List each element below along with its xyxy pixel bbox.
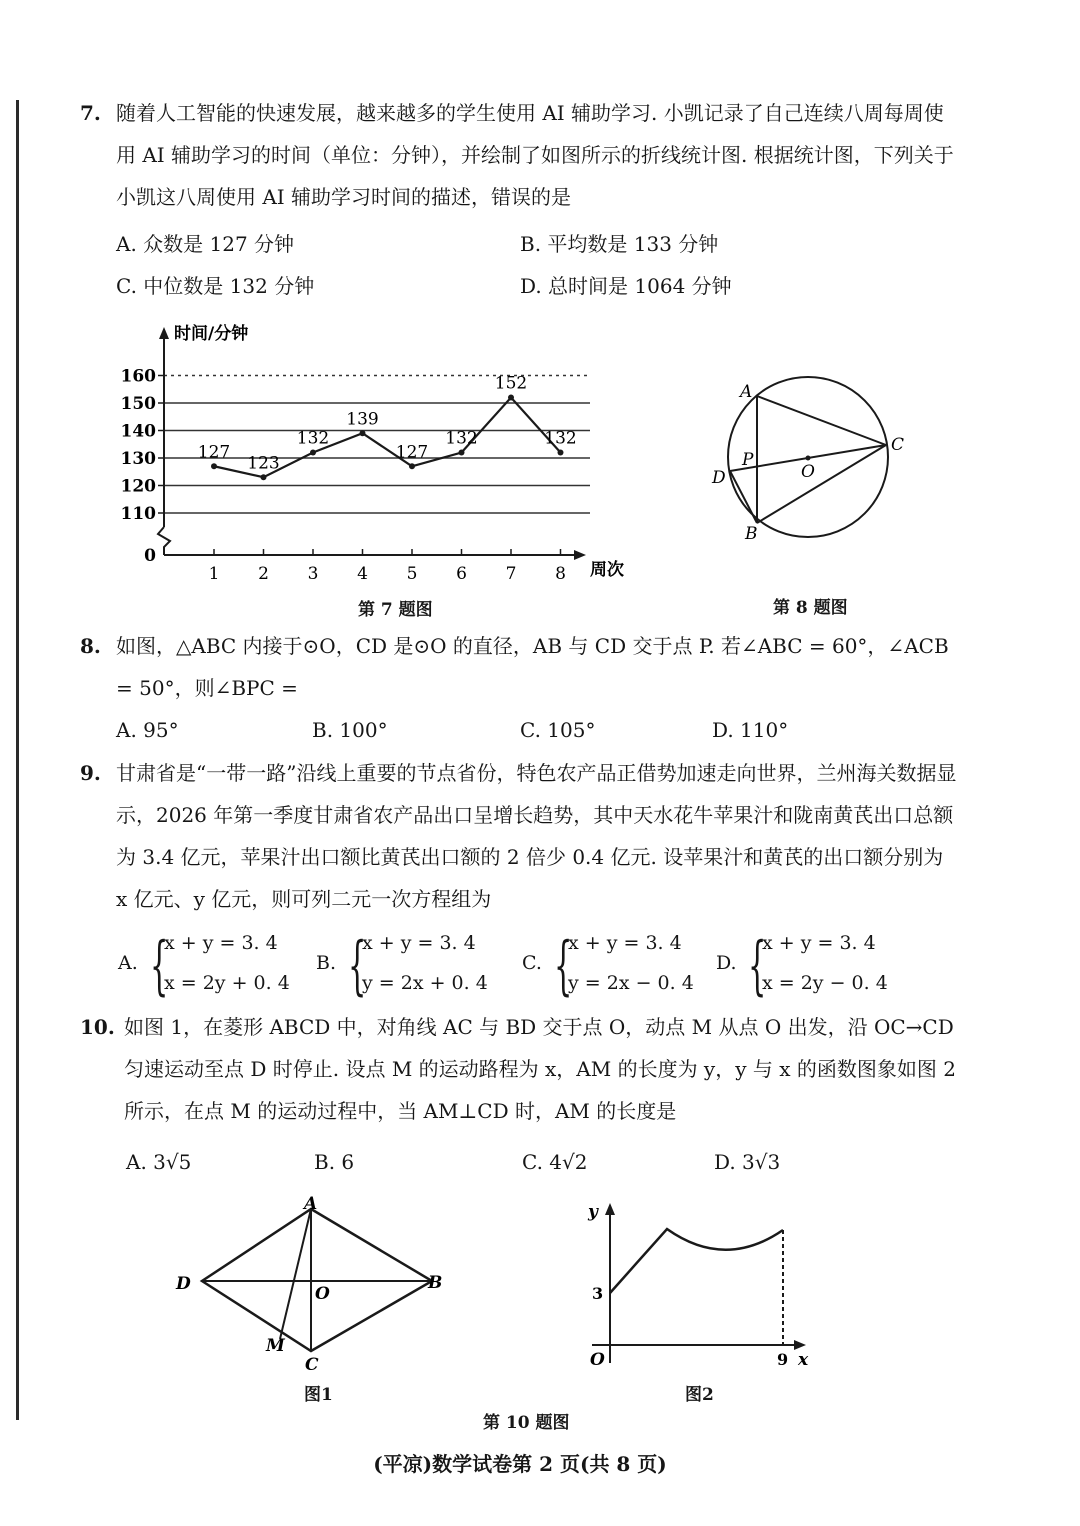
- option-c: C. 中位数是 132 分钟: [116, 274, 315, 298]
- x-tick-label: 8: [555, 564, 566, 584]
- label-b: B: [745, 524, 758, 544]
- option-label: A.: [118, 952, 138, 974]
- question-number: 8.: [80, 634, 101, 658]
- data-point: [360, 430, 366, 436]
- y-tick-label: 120: [120, 476, 156, 497]
- equation-2: y = 2x − 0. 4: [568, 972, 694, 994]
- label-y: y: [588, 1202, 598, 1222]
- segment-am: [280, 1209, 311, 1339]
- fig1-caption: 图1: [304, 1385, 333, 1405]
- x-tick-label: 1: [208, 564, 220, 584]
- question-8: [80, 625, 960, 709]
- label-origin: O: [590, 1350, 605, 1370]
- data-point: [508, 395, 514, 401]
- y-axis-arrow-icon: [605, 1203, 615, 1215]
- question-text: 如图，△ABC 内接于⊙O，CD 是⊙O 的直径，AB 与 CD 交于点 P. 若∠ABC = 60°，∠ACB = 50°，则∠BPC =: [116, 634, 949, 700]
- q8-circle-figure: [700, 365, 940, 555]
- brace-icon: {: [150, 929, 169, 1003]
- data-label: 123: [247, 453, 280, 474]
- label-y-intercept: 3: [592, 1284, 604, 1303]
- question-10: [80, 1006, 960, 1132]
- fig2-caption: 图2: [685, 1385, 714, 1405]
- q8-figure-caption: 第 8 题图: [773, 598, 848, 618]
- option-a: A. 3√5: [126, 1150, 192, 1174]
- data-point: [409, 463, 415, 469]
- page-footer: (平凉)数学试卷第 2 页(共 8 页): [373, 1452, 667, 1476]
- chart-ticks: [121, 367, 566, 585]
- equation-2: y = 2x + 0. 4: [362, 972, 488, 994]
- data-point: [211, 463, 217, 469]
- axis-break-icon: [158, 527, 170, 555]
- label-c: C: [891, 435, 905, 455]
- label-d: D: [712, 468, 726, 488]
- question-number: 7.: [80, 101, 101, 125]
- q10-rhombus-figure: [170, 1195, 460, 1380]
- x-tick-label: 5: [406, 564, 418, 584]
- option-a: A. 众数是 127 分钟: [116, 232, 295, 256]
- label-c: C: [305, 1355, 319, 1375]
- label-x-end: 9: [777, 1350, 789, 1369]
- binding-margin-line: [16, 100, 19, 1420]
- label-d: D: [176, 1274, 191, 1294]
- option-label: C.: [522, 952, 542, 974]
- x-tick-label: 4: [357, 564, 368, 584]
- equation-1: x + y = 3. 4: [762, 932, 876, 954]
- data-label: 132: [296, 428, 330, 449]
- label-o: O: [315, 1284, 330, 1304]
- y-axis-arrow-icon: [159, 327, 169, 339]
- x-tick-label: 3: [307, 564, 319, 584]
- data-point: [558, 450, 564, 456]
- y-tick-label: 140: [120, 421, 156, 442]
- question-text: 随着人工智能的快速发展，越来越多的学生使用 AI 辅助学习. 小凯记录了自己连续八周每周使用 AI 辅助学习的时间（单位：分钟），并绘制了如图所示的折线统计图. 根据统计图，下列关于小凯这八周使用 AI 辅助学习时间的描述，错误的是: [116, 101, 954, 209]
- equation-1: x + y = 3. 4: [362, 932, 476, 954]
- q10-function-graph: [580, 1195, 820, 1380]
- brace-icon: {: [348, 929, 367, 1003]
- chart-series: [198, 374, 577, 481]
- data-label: 127: [197, 442, 231, 463]
- q10-figure-caption: 第 10 题图: [483, 1413, 570, 1433]
- option-label: B.: [316, 952, 337, 974]
- label-b: B: [428, 1273, 443, 1293]
- q7-figure-caption: 第 7 题图: [358, 600, 433, 620]
- data-point: [310, 450, 316, 456]
- brace-icon: {: [748, 929, 767, 1003]
- y-tick-label: 110: [120, 504, 156, 524]
- option-c: C. 4√2: [522, 1150, 588, 1174]
- brace-icon: {: [554, 929, 573, 1003]
- label-a: A: [740, 382, 753, 402]
- x-tick-label: 2: [258, 564, 269, 584]
- label-p: P: [742, 450, 754, 470]
- center-point: [806, 456, 811, 461]
- data-point: [261, 474, 267, 480]
- x-tick-label: 6: [456, 564, 467, 584]
- y-tick-label: 160: [120, 366, 156, 387]
- y-axis-title: 时间/分钟: [174, 324, 249, 344]
- option-b: B. 100°: [312, 718, 388, 742]
- option-b: B. 平均数是 133 分钟: [520, 232, 719, 256]
- data-point: [459, 450, 465, 456]
- equation-1: x + y = 3. 4: [164, 932, 278, 954]
- x-axis-arrow-icon: [794, 1340, 806, 1350]
- question-7: [80, 92, 960, 218]
- question-text: 如图 1，在菱形 ABCD 中，对角线 AC 与 BD 交于点 O，动点 M 从点 O 出发，沿 OC→CD 匀速运动至点 D 时停止. 设点 M 的运动路程为 x，AM 的长度为 y，y 与 x 的函数图象如图 2 所示，在点 M 的运动过程中，当 AM⊥CD 时，AM 的长度是: [124, 1015, 956, 1123]
- segment-db: [730, 471, 757, 523]
- data-label: 139: [346, 409, 379, 430]
- data-label: 152: [494, 373, 528, 394]
- label-m: M: [266, 1336, 285, 1356]
- option-d: D. 总时间是 1064 分钟: [520, 274, 732, 298]
- label-x: x: [798, 1350, 809, 1370]
- x-axis-title: 周次: [590, 560, 624, 580]
- data-label: 132: [544, 428, 577, 449]
- y-tick-label: 130: [120, 449, 156, 469]
- x-axis-arrow-icon: [574, 550, 586, 560]
- q7-line-chart: [110, 315, 650, 595]
- question-number: 9.: [80, 761, 101, 785]
- option-b: B. 6: [314, 1150, 355, 1174]
- option-label: D.: [716, 952, 737, 974]
- option-a: A. 95°: [116, 718, 179, 742]
- option-d: D. 110°: [712, 718, 789, 742]
- y-tick-label: 150: [120, 394, 156, 414]
- equation-2: x = 2y − 0. 4: [762, 972, 888, 994]
- y-tick-label: 0: [144, 546, 156, 566]
- option-c: C. 105°: [520, 718, 596, 742]
- function-curve: [610, 1229, 783, 1293]
- data-label: 132: [445, 428, 478, 449]
- equation-1: x + y = 3. 4: [568, 932, 682, 954]
- question-text: 甘肃省是“一带一路”沿线上重要的节点省份，特色农产品正借势加速走向世界，兰州海关数据显示，2026 年第一季度甘肃省农产品出口呈增长趋势，其中天水花牛苹果汁和陇南黄芪出口总额为 3.4 亿元，苹果汁出口额比黄芪出口额的 2 倍少 0.4 亿元. 设苹果汁和黄芪的出口额分别为 x 亿元、y 亿元，则可列二元一次方程组为: [116, 761, 957, 911]
- option-d: D. 3√3: [714, 1150, 781, 1174]
- x-tick-label: 7: [505, 564, 517, 584]
- equation-2: x = 2y + 0. 4: [164, 972, 290, 994]
- label-o: O: [801, 462, 815, 482]
- question-number: 10.: [80, 1015, 115, 1039]
- question-9: [80, 752, 960, 920]
- label-a: A: [304, 1195, 318, 1214]
- data-label: 127: [395, 442, 429, 463]
